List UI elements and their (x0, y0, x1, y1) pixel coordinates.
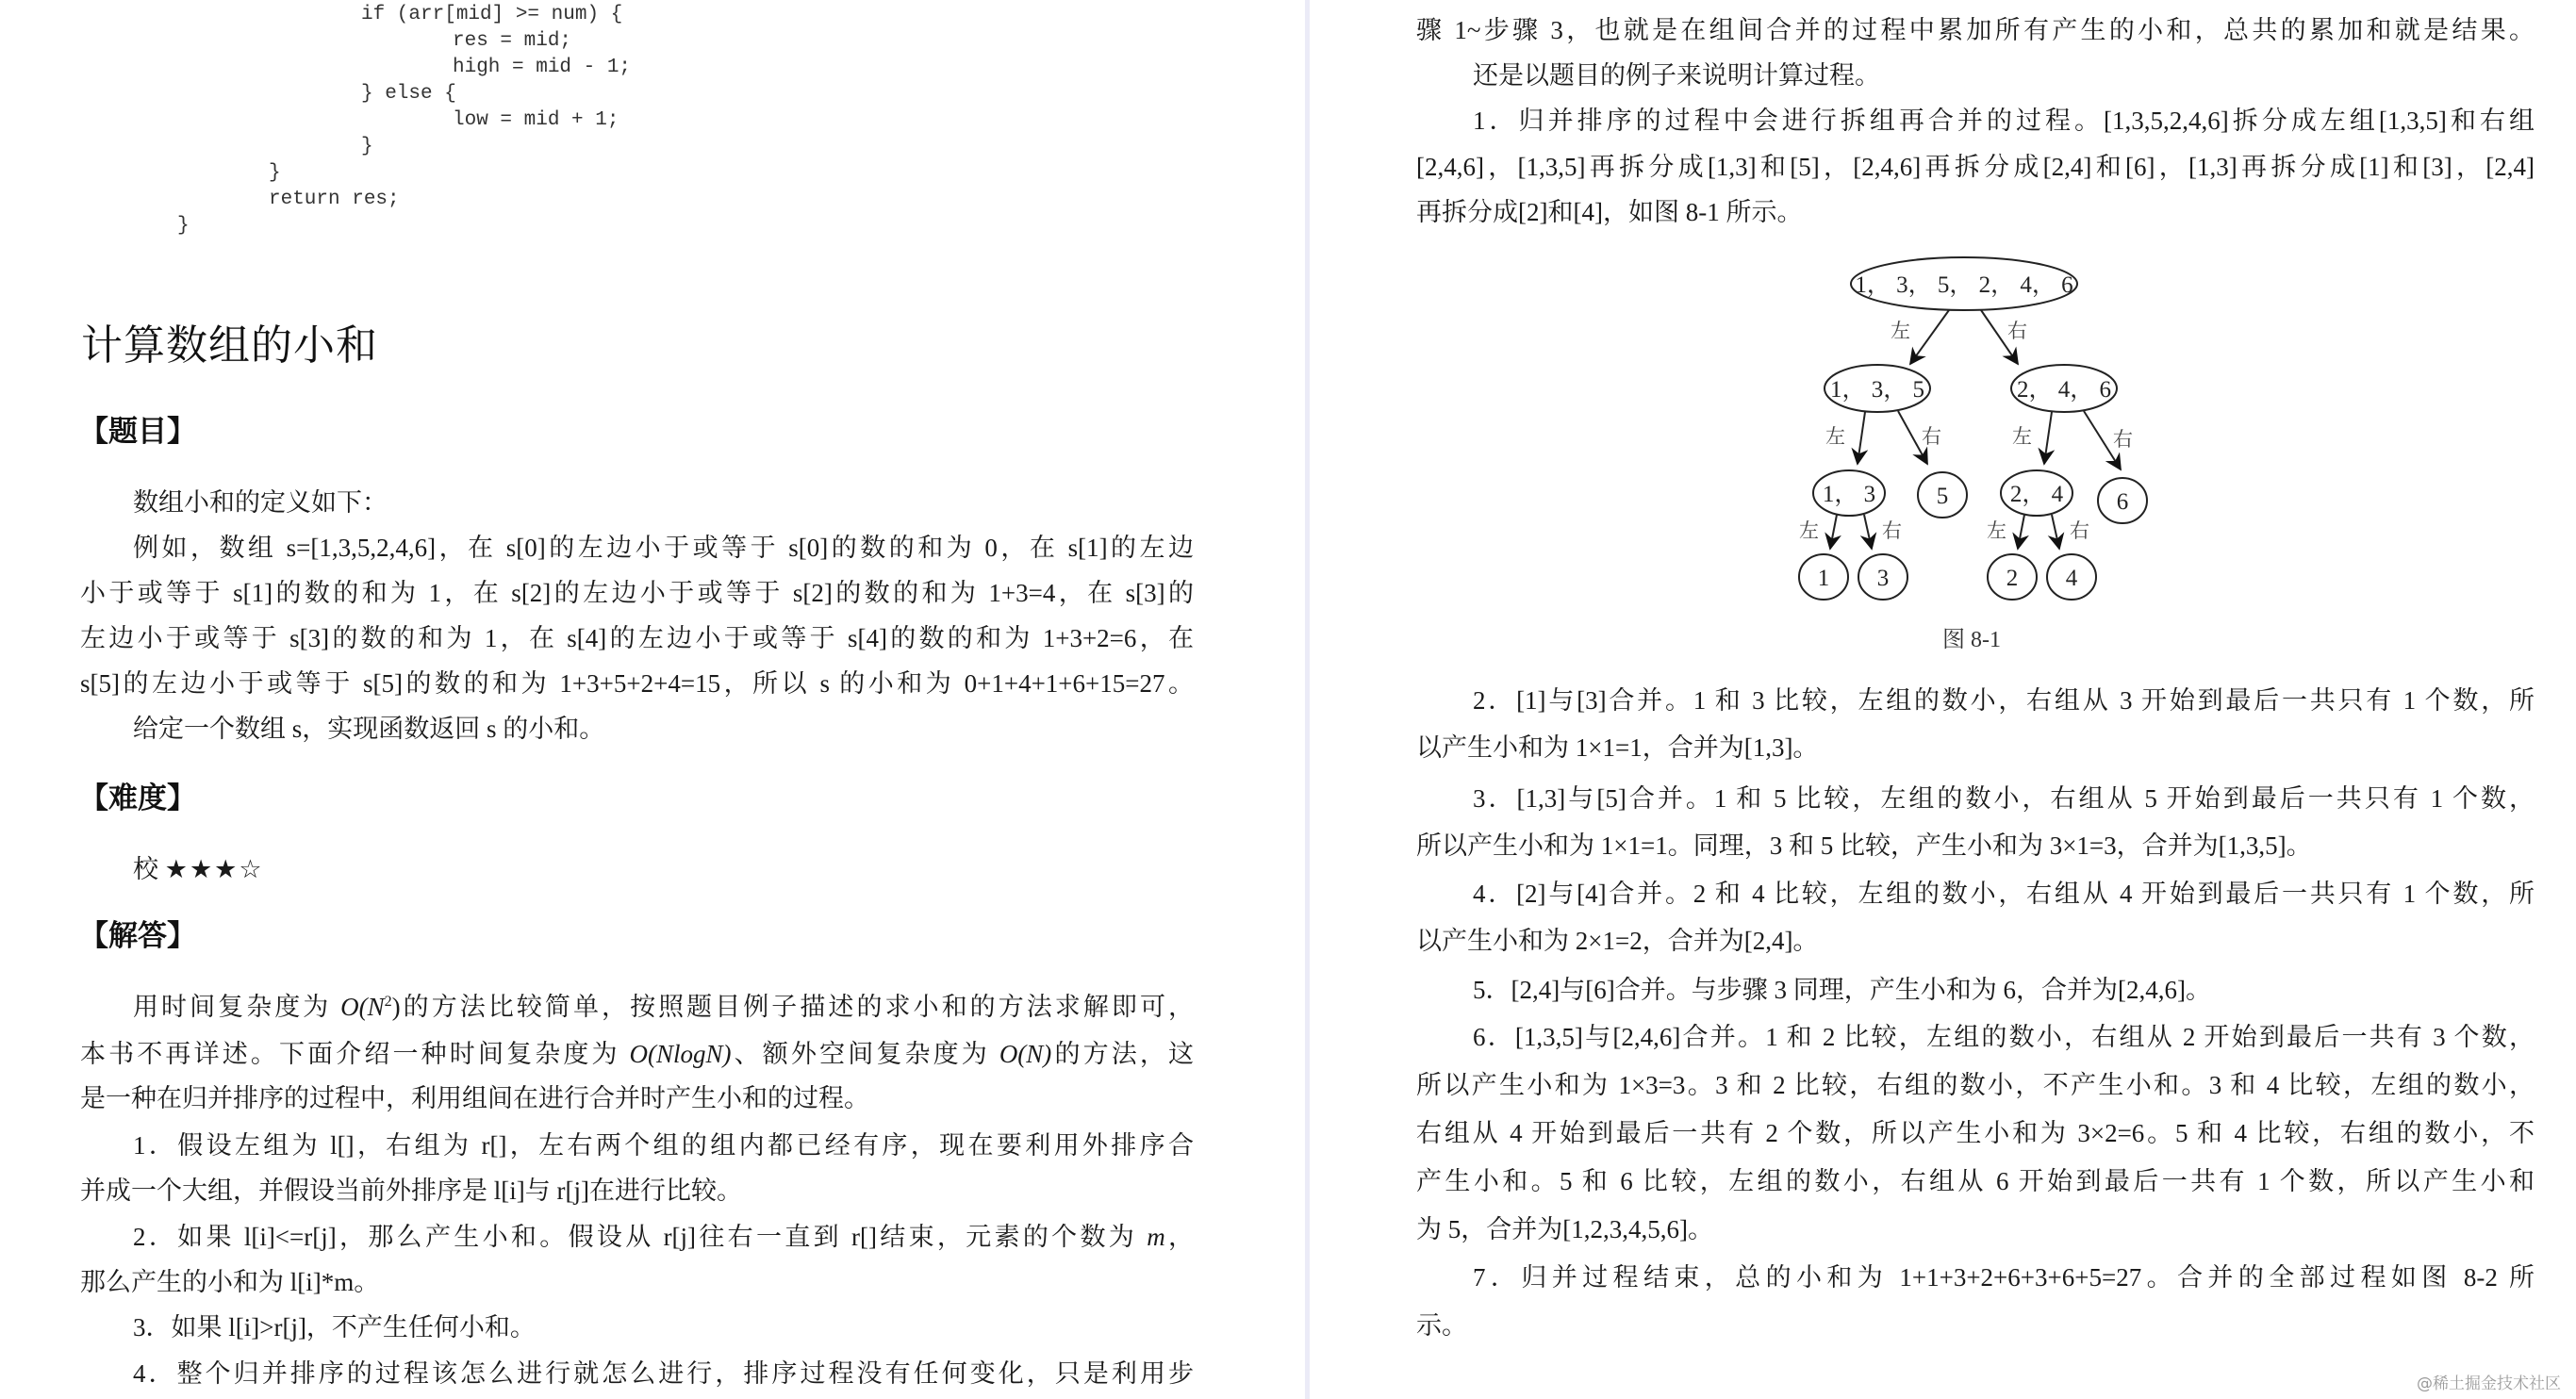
edge-label: 左 (1799, 519, 1819, 542)
code-line: return res; (269, 189, 400, 210)
text-span: )的方法比较简单，按照题目例子描述的求小和的方法求解即可， (391, 993, 1194, 1021)
edge-label: 右 (1922, 425, 1941, 448)
text-span: 用时间复杂度为 (133, 993, 341, 1021)
tree-edge-arrow-icon (2052, 515, 2059, 549)
tree-edge-arrow-icon (2044, 412, 2052, 464)
star-rating-icon: ★★★☆ (164, 855, 264, 883)
text-line: 并成一个大组，并假设当前外排序是 l[i]与 r[j]在进行比较。 (80, 1177, 742, 1205)
text-line: 小于或等于 s[1]的数的和为 1，在 s[2]的左边小于或等于 s[2]的数的和为 1+3=4，在 s[3]的 (80, 579, 1194, 607)
text-line: 5．[2,4]与[6]合并。与步骤 3 同理，产生小和为 6，合并为[2,4,6]。 (1473, 976, 2211, 1004)
tree-node-label: 1， 3， 5， 2， 4， 6 (1855, 272, 2073, 298)
text-line: 3．如果 l[i]>r[j]，不产生任何小和。 (133, 1313, 536, 1341)
edge-label: 右 (2007, 320, 2027, 342)
text-line: 右组从 4 开始到最后一共有 2 个数，所以产生小和为 3×2=6。5 和 4 比较，右组的数小，不 (1416, 1119, 2535, 1147)
tree-node-label: 6 (2116, 489, 2129, 515)
tree-edge-arrow-icon (1830, 515, 1837, 549)
code-line: if (arr[mid] >= num) { (361, 4, 623, 25)
tree-node-label: 4 (2065, 566, 2078, 591)
text-line: 3．[1,3]与[5]合并。1 和 5 比较，左组的数小，右组从 5 开始到最后一共只有 1 个数， (1473, 784, 2535, 813)
tree-node-label: 1 (1817, 566, 1830, 591)
tree-node-label: 5 (1936, 484, 1949, 509)
code-line: } else { (361, 83, 456, 105)
text-line: 给定一个数组 s，实现函数返回 s 的小和。 (133, 715, 605, 743)
text-line: 是一种在归并排序的过程中，利用组间在进行合并时产生小和的过程。 (80, 1084, 869, 1112)
code-line: } (269, 162, 281, 184)
tree-edge-arrow-icon (1858, 412, 1865, 464)
figure-caption: 图 8-1 (1942, 628, 2001, 652)
tree-node (2047, 554, 2096, 600)
tree-node (1813, 470, 1885, 516)
text-line: 6．[1,3,5]与[2,4,6]合并。1 和 2 比较，左组的数小，右组从 2 开始到最后一共有 3 个数， (1473, 1023, 2535, 1051)
tree-node-label: 2， 4， 6 (2016, 377, 2112, 403)
code-line: low = mid + 1; (453, 109, 619, 131)
tree-node (1858, 554, 1907, 600)
text-line: 为 5，合并为[1,2,3,4,5,6]。 (1416, 1215, 1713, 1243)
code-line: } (361, 136, 373, 157)
text-line: 1．假设左组为 l[]，右组为 r[]，左右两个组的组内都已经有序，现在要利用外排序合 (133, 1131, 1194, 1160)
tree-node (1918, 472, 1967, 518)
tree-node (2001, 470, 2072, 516)
watermark: @稀土掘金技术社区 (2417, 1374, 2561, 1393)
edge-label: 左 (1987, 519, 2006, 542)
tree-node (1851, 257, 2077, 310)
text-line: 7．归并过程结束，总的小和为 1+1+3+2+6+3+6+5=27。合并的全部过程如图 8-2 所 (1473, 1263, 2535, 1292)
tree-node-label: 1， 3 (1822, 482, 1876, 507)
tree-node-label: 2 (2006, 566, 2019, 591)
edge-label: 右 (2070, 519, 2089, 542)
math-superscript: 2 (384, 994, 392, 1010)
section-heading-solution: 【解答】 (79, 919, 196, 953)
text-line: 再拆分成[2]和[4]，如图 8-1 所示。 (1416, 198, 1803, 226)
text-line: 所以产生小和为 1×3=3。3 和 2 比较，右组的数小，不产生小和。3 和 4 比较，左组的数小， (1416, 1071, 2535, 1099)
math-formula: O(NlogN) (629, 1040, 732, 1068)
tree-node (2098, 478, 2147, 523)
code-line: } (177, 215, 190, 237)
tree-node (1799, 554, 1848, 600)
tree-edge-arrow-icon (1864, 515, 1872, 549)
text-line: 骤 1~步骤 3，也就是在组间合并的过程中累加所有产生的小和，总共的累加和就是结果。 (1416, 16, 2535, 44)
text-line: 产生小和。5 和 6 比较，左组的数小，右组从 6 开始到最后一共有 1 个数，所以产生小和 (1416, 1167, 2535, 1195)
text-span: 的方法，这 (1051, 1040, 1195, 1068)
text-line: [2,4,6]，[1,3,5]再拆分成[1,3]和[5]，[2,4,6]再拆分成[2,4]和[6]，[1,3]再拆分成[1]和[3]，[2,4] (1416, 153, 2535, 181)
tree-node-label: 3 (1876, 566, 1890, 591)
tree-edge-arrow-icon (1910, 310, 1949, 364)
tree-node-label: 1， 3， 5 (1829, 377, 1925, 403)
section-heading-problem: 【题目】 (79, 415, 196, 449)
text-line: 4．整个归并排序的过程该怎么进行就怎么进行，排序过程没有任何变化，只是利用步 (133, 1359, 1194, 1388)
text-line: 示。 (1416, 1311, 1467, 1340)
text-span: 本书不再详述。下面介绍一种时间复杂度为 (80, 1040, 630, 1068)
text-line: 左边小于或等于 s[3]的数的和为 1，在 s[4]的左边小于或等于 s[4]的数的和为 1+3+2=6，在 (80, 624, 1194, 652)
text-span: 2．如果 l[i]<=r[j]，那么产生小和。假设从 r[j]往右一直到 r[]结束，元素的个数为 (133, 1223, 1148, 1251)
tree-node-label: 2， 4 (2009, 482, 2064, 507)
tree-node (1825, 365, 1930, 412)
section-heading-difficulty: 【难度】 (79, 782, 196, 815)
code-line: high = mid - 1; (453, 57, 632, 78)
edge-label: 左 (2012, 425, 2032, 448)
text-line: 以产生小和为 2×1=2，合并为[2,4]。 (1416, 927, 1819, 955)
text-line: 所以产生小和为 1×1=1。同理，3 和 5 比较，产生小和为 3×1=3，合并为[1,3,5]。 (1416, 831, 2312, 860)
math-variable: m (1147, 1223, 1165, 1251)
math-n: (N (358, 993, 385, 1021)
text-line: 2．[1]与[3]合并。1 和 3 比较，左组的数小，右组从 3 开始到最后一共只有 1 个数，所 (1473, 686, 2535, 715)
tree-node (2011, 365, 2117, 412)
math-formula: O(N) (999, 1040, 1052, 1068)
text-span: ， (1164, 1223, 1195, 1251)
tree-node (1988, 554, 2037, 600)
code-line: res = mid; (453, 30, 572, 52)
text-line: 例如，数组 s=[1,3,5,2,4,6]，在 s[0]的左边小于或等于 s[0]的数的和为 0，在 s[1]的左边 (133, 534, 1194, 562)
text-line: 那么产生的小和为 l[i]*m。 (80, 1268, 380, 1296)
text-line: s[5]的左边小于或等于 s[5]的数的和为 1+3+5+2+4=15，所以 s 的小和为 0+1+4+1+6+15=27。 (80, 669, 1194, 698)
math-o: O (340, 993, 359, 1021)
text-line: 4．[2]与[4]合并。2 和 4 比较，左组的数小，右组从 4 开始到最后一共只有 1 个数，所 (1473, 880, 2535, 908)
text-line: 以产生小和为 1×1=1，合并为[1,3]。 (1416, 733, 1819, 762)
difficulty-label: 校 (133, 855, 158, 883)
edge-label: 右 (1882, 519, 1902, 542)
text-line: 还是以题目的例子来说明计算过程。 (1473, 61, 1880, 90)
edge-label: 左 (1825, 425, 1845, 448)
text-line: 数组小和的定义如下： (133, 488, 388, 517)
text-span: 、额外空间复杂度为 (731, 1040, 999, 1068)
edge-label: 左 (1891, 320, 1910, 342)
edge-label: 右 (2113, 428, 2133, 451)
tree-edge-arrow-icon (2018, 515, 2024, 549)
text-line: 1．归并排序的过程中会进行拆组再合并的过程。[1,3,5,2,4,6]拆分成左组[1,3,5]和右组 (1473, 107, 2535, 135)
page-title: 计算数组的小和 (81, 321, 378, 370)
